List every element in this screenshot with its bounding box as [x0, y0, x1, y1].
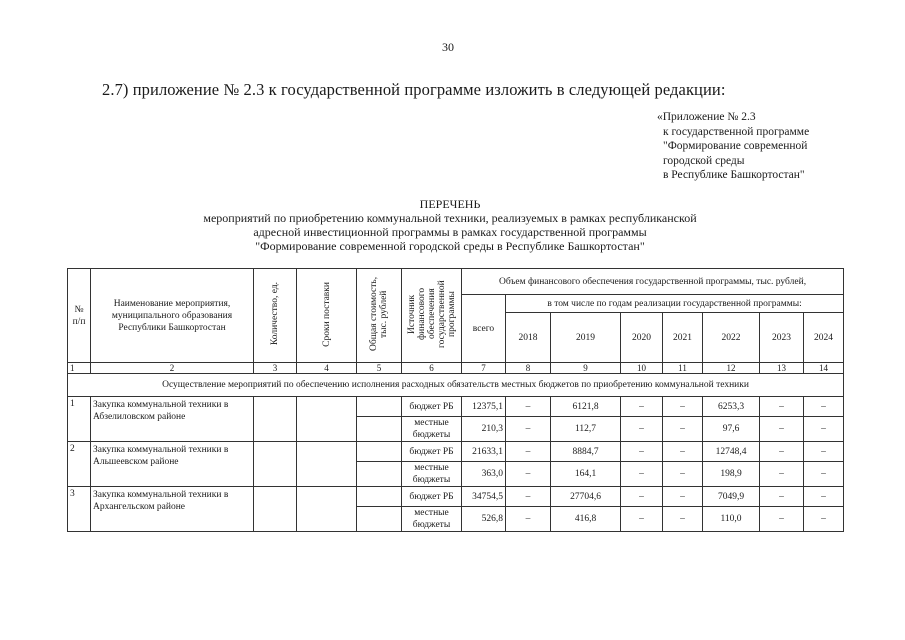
- row-2023: –: [760, 487, 804, 507]
- row-2019: 416,8: [551, 507, 621, 532]
- row-terms: [297, 442, 357, 487]
- document-heading: [180, 197, 720, 253]
- row-total: 34754,5: [462, 487, 506, 507]
- row-2018: –: [506, 507, 551, 532]
- header-source: [402, 269, 462, 363]
- row-2021: –: [663, 442, 703, 462]
- row-source: местные бюджеты: [402, 462, 462, 487]
- row-2022: 97,6: [703, 417, 760, 442]
- row-2024: –: [804, 417, 844, 442]
- row-2021: –: [663, 397, 703, 417]
- column-number: 14: [804, 363, 844, 374]
- header-num: № п/п: [68, 269, 91, 363]
- header-quantity-label: Количество, ед.: [270, 282, 280, 346]
- row-2018: –: [506, 397, 551, 417]
- section-title: Осуществление мероприятий по обеспечению исполнения расходных обязательств местных бюджетов по приобретению коммунальной техники: [68, 374, 844, 397]
- appendix-line: к государственной программе: [663, 125, 810, 138]
- row-2024: –: [804, 487, 844, 507]
- header-total: всего: [462, 295, 506, 363]
- appendix-line: в Республике Башкортостан": [663, 169, 805, 181]
- row-source: бюджет РБ: [402, 487, 462, 507]
- row-index: 2: [68, 442, 91, 487]
- header-year: 2019: [551, 313, 621, 363]
- section-row: [68, 374, 844, 397]
- header-total-cost: [357, 269, 402, 363]
- header-financing: Объем финансового обеспечения государственной программы, тыс. рублей,: [462, 269, 844, 295]
- row-source: бюджет РБ: [402, 397, 462, 417]
- header-year: 2022: [703, 313, 760, 363]
- heading-line: "Формирование современной городской среды в Республике Башкортостан": [255, 239, 645, 253]
- column-number: 12: [703, 363, 760, 374]
- row-2023: –: [760, 507, 804, 532]
- heading-line: мероприятий по приобретению коммунальной техники, реализуемых в рамках республиканской: [203, 211, 697, 225]
- row-source: местные бюджеты: [402, 507, 462, 532]
- row-terms: [297, 487, 357, 532]
- column-number: 2: [91, 363, 254, 374]
- row-name: Закупка коммунальной техники в Альшеевском районе: [91, 442, 254, 487]
- row-2020: –: [621, 397, 663, 417]
- row-2022: 198,9: [703, 462, 760, 487]
- row-total: 363,0: [462, 462, 506, 487]
- row-name: Закупка коммунальной техники в Абзелиловском районе: [91, 397, 254, 442]
- column-number: 3: [254, 363, 297, 374]
- row-quantity: [254, 442, 297, 487]
- row-2018: –: [506, 417, 551, 442]
- instruction-text: 2.7) приложение № 2.3 к государственной программе изложить в следующей редакции:: [102, 80, 726, 99]
- header-terms: [297, 269, 357, 363]
- row-index: 1: [68, 397, 91, 442]
- appendix-line: городской среды: [663, 154, 745, 167]
- row-index: 3: [68, 487, 91, 532]
- column-number: 13: [760, 363, 804, 374]
- column-number: 4: [297, 363, 357, 374]
- column-number: 7: [462, 363, 506, 374]
- column-number: 8: [506, 363, 551, 374]
- row-quantity: [254, 487, 297, 532]
- row-total: 21633,1: [462, 442, 506, 462]
- table-row: [68, 442, 844, 462]
- row-2019: 112,7: [551, 417, 621, 442]
- row-total-cost: [357, 462, 402, 487]
- row-2021: –: [663, 487, 703, 507]
- page-number: 30: [442, 40, 454, 54]
- row-2024: –: [804, 462, 844, 487]
- row-quantity: [254, 397, 297, 442]
- header-row: [68, 269, 844, 295]
- row-2021: –: [663, 462, 703, 487]
- row-2020: –: [621, 507, 663, 532]
- row-source: бюджет РБ: [402, 442, 462, 462]
- row-2020: –: [621, 442, 663, 462]
- row-total-cost: [357, 417, 402, 442]
- row-2023: –: [760, 417, 804, 442]
- row-2019: 27704,6: [551, 487, 621, 507]
- row-2024: –: [804, 397, 844, 417]
- row-2019: 8884,7: [551, 442, 621, 462]
- header-by-years: в том числе по годам реализации государственной программы:: [506, 295, 844, 313]
- header-terms-label: Сроки поставки: [321, 281, 332, 347]
- row-2022: 12748,4: [703, 442, 760, 462]
- heading-title: ПЕРЕЧЕНЬ: [419, 197, 481, 211]
- table-row: [68, 397, 844, 417]
- header-year: 2024: [804, 313, 844, 363]
- row-total: 210,3: [462, 417, 506, 442]
- row-total-cost: [357, 442, 402, 462]
- row-total-cost: [357, 507, 402, 532]
- row-terms: [297, 397, 357, 442]
- row-2021: –: [663, 507, 703, 532]
- row-2021: –: [663, 417, 703, 442]
- row-2024: –: [804, 507, 844, 532]
- row-2022: 110,0: [703, 507, 760, 532]
- header-year: 2018: [506, 313, 551, 363]
- column-number: 10: [621, 363, 663, 374]
- row-2018: –: [506, 462, 551, 487]
- column-numbers-row: [68, 363, 844, 374]
- row-total-cost: [357, 487, 402, 507]
- row-total-cost: [357, 397, 402, 417]
- column-number: 11: [663, 363, 703, 374]
- row-total: 526,8: [462, 507, 506, 532]
- heading-line: адресной инвестиционной программы в рамках государственной программы: [253, 225, 647, 239]
- appendix-line: "Формирование современной: [663, 140, 808, 152]
- row-2018: –: [506, 442, 551, 462]
- row-2023: –: [760, 462, 804, 487]
- row-name: Закупка коммунальной техники в Архангельском районе: [91, 487, 254, 532]
- row-2022: 6253,3: [703, 397, 760, 417]
- row-2019: 6121,8: [551, 397, 621, 417]
- row-2022: 7049,9: [703, 487, 760, 507]
- column-number: 5: [357, 363, 402, 374]
- appendix-reference: [657, 110, 809, 183]
- row-2018: –: [506, 487, 551, 507]
- header-total-cost-label: Общая стоимость, тыс. рублей: [369, 276, 389, 352]
- header-year: 2023: [760, 313, 804, 363]
- column-number: 6: [402, 363, 462, 374]
- header-year: 2020: [621, 313, 663, 363]
- column-number: 9: [551, 363, 621, 374]
- row-2020: –: [621, 487, 663, 507]
- row-2019: 164,1: [551, 462, 621, 487]
- row-2020: –: [621, 462, 663, 487]
- header-name: Наименование мероприятия, муниципального образования Республики Башкортостан: [91, 269, 254, 363]
- column-number: 1: [68, 363, 91, 374]
- header-source-label: Источник финансового обеспечения государственной программы: [406, 280, 457, 348]
- table-row: [68, 487, 844, 507]
- header-year: 2021: [663, 313, 703, 363]
- row-total: 12375,1: [462, 397, 506, 417]
- row-2020: –: [621, 417, 663, 442]
- plan-table: [67, 268, 844, 532]
- row-2024: –: [804, 442, 844, 462]
- row-2023: –: [760, 442, 804, 462]
- row-source: местные бюджеты: [402, 417, 462, 442]
- appendix-line: «Приложение № 2.3: [657, 111, 756, 123]
- row-2023: –: [760, 397, 804, 417]
- header-quantity: [254, 269, 297, 363]
